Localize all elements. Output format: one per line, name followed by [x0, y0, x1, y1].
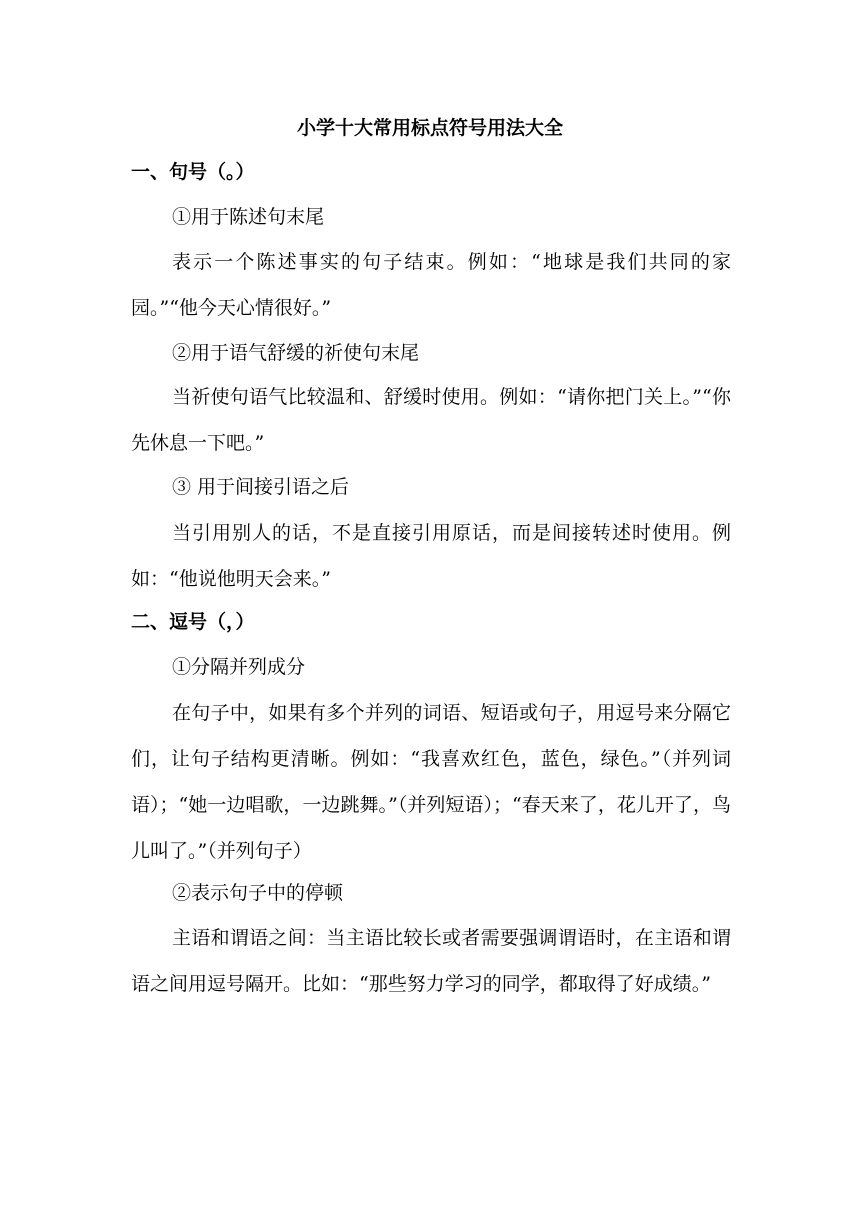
item-heading-indirect-speech: ③ 用于间接引语之后	[172, 476, 350, 498]
section-heading-comma: 二、逗号（，）	[131, 611, 255, 633]
item-heading-parallel: ①分隔并列成分	[172, 656, 306, 678]
section-heading-period: 一、句号（。）	[131, 161, 255, 183]
paragraph-parallel: 在句子中，如果有多个并列的词语、短语或句子，用逗号来分隔它们，让句子结构更清晰。例如：“我喜欢红色，蓝色，绿色。”（并列词语）；“她一边唱歌，一边跳舞。”（并列短语）；“春天来了，花儿开了，鸟儿叫了。”（并列句子）	[131, 702, 731, 862]
paragraph-imperative: 当祈使句语气比较温和、舒缓时使用。例如：“请你把门关上。”“你先休息一下吧。”	[131, 386, 731, 454]
paragraph-indirect-speech: 当引用别人的话，不是直接引用原话，而是间接转述时使用。例如：“他说他明天会来。”	[131, 522, 731, 590]
document-title: 小学十大常用标点符号用法大全	[296, 117, 563, 139]
item-heading-pause: ②表示句子中的停顿	[172, 882, 344, 904]
item-heading-imperative: ②用于语气舒缓的祈使句末尾	[172, 342, 420, 364]
paragraph-pause: 主语和谓语之间：当主语比较长或者需要强调谓语时，在主语和谓语之间用逗号隔开。比如：“那些努力学习的同学，都取得了好成绩。”	[131, 927, 731, 995]
paragraph-declarative: 表示一个陈述事实的句子结束。例如：“地球是我们共同的家园。”“他今天心情很好。”	[131, 251, 731, 319]
item-heading-declarative: ①用于陈述句末尾	[172, 206, 325, 228]
